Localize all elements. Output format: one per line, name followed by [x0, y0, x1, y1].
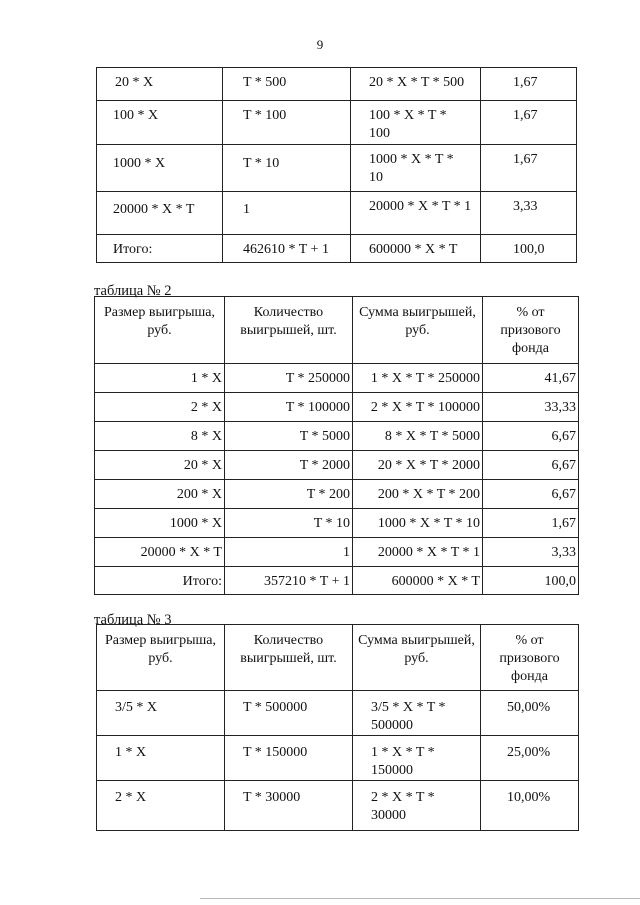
table-cell: 1,67: [483, 509, 579, 538]
table-cell: 1,67: [481, 101, 577, 145]
table-2-caption: таблица № 2: [94, 283, 172, 299]
table-1: [96, 67, 577, 263]
table-row: [95, 509, 579, 538]
table-cell: 357210 * T + 1: [225, 567, 353, 595]
table-cell: T * 10: [223, 145, 351, 192]
table-cell: 1000 * X: [97, 145, 223, 192]
table-cell: 20 * X: [97, 68, 223, 101]
table-row: [97, 736, 579, 781]
column-header: Количество выигрышей, шт.: [225, 297, 353, 364]
table-cell: 2 * X: [97, 781, 225, 831]
table-cell: 20 * X * T * 2000: [353, 451, 483, 480]
table-cell: 2 * X: [95, 393, 225, 422]
column-header: Размер выигрыша, руб.: [97, 625, 225, 691]
table-cell: T * 500000: [225, 691, 353, 736]
table-cell: 100 * X: [97, 101, 223, 145]
column-header: Количество выигрышей, шт.: [225, 625, 353, 691]
table-cell: 20 * X * T * 500: [351, 68, 481, 101]
page-edge-line: [200, 898, 640, 899]
table-cell: 6,67: [483, 422, 579, 451]
table-cell: 462610 * T + 1: [223, 235, 351, 263]
table-cell: T * 2000: [225, 451, 353, 480]
column-header: % от призового фонда: [481, 625, 579, 691]
table-cell: 3/5 * X: [97, 691, 225, 736]
table-row: [95, 393, 579, 422]
table-cell: 1: [225, 538, 353, 567]
table-cell: 8 * X: [95, 422, 225, 451]
page-number: 9: [316, 37, 324, 52]
table-cell: 1 * X * T * 150000: [353, 736, 481, 781]
table-cell: 8 * X * T * 5000: [353, 422, 483, 451]
table-cell: 1 * X * T * 250000: [353, 364, 483, 393]
table-row: [97, 691, 579, 736]
table-cell: 20000 * X * T * 1: [351, 192, 481, 235]
table-row: [95, 567, 579, 595]
table-row: [97, 192, 577, 235]
column-header: Сумма выигрышей, руб.: [353, 297, 483, 364]
table-header-row: [95, 297, 579, 364]
table-cell: 6,67: [483, 480, 579, 509]
table-cell: 2 * X * T * 100000: [353, 393, 483, 422]
table-cell: 600000 * X * T: [353, 567, 483, 595]
column-header: % от призового фонда: [483, 297, 579, 364]
table-cell: 20000 * X * T: [95, 538, 225, 567]
table-row: [95, 480, 579, 509]
table-cell: 1,67: [481, 145, 577, 192]
table-row: [97, 781, 579, 831]
table-cell: T * 250000: [225, 364, 353, 393]
table-2: [94, 296, 579, 595]
table-cell: 6,67: [483, 451, 579, 480]
table-row: [97, 68, 577, 101]
table-cell: 3/5 * X * T * 500000: [353, 691, 481, 736]
table-cell: 1000 * X: [95, 509, 225, 538]
table-cell: 1000 * X * T * 10: [351, 145, 481, 192]
table-cell: T * 5000: [225, 422, 353, 451]
table-cell: T * 100000: [225, 393, 353, 422]
table-3-caption: таблица № 3: [94, 612, 172, 628]
table-cell: 1,67: [481, 68, 577, 101]
table-cell: 100 * X * T * 100: [351, 101, 481, 145]
table-cell: 200 * X * T * 200: [353, 480, 483, 509]
table-cell: 20000 * X * T: [97, 192, 223, 235]
table-row: [95, 422, 579, 451]
table-cell: T * 100: [223, 101, 351, 145]
table-cell: 33,33: [483, 393, 579, 422]
table-cell: Итого:: [95, 567, 225, 595]
table-row: [97, 235, 577, 263]
column-header: Сумма выигрышей, руб.: [353, 625, 481, 691]
table-row: [95, 364, 579, 393]
table-cell: 600000 * X * T: [351, 235, 481, 263]
table-cell: 1: [223, 192, 351, 235]
table-cell: 100,0: [483, 567, 579, 595]
table-header-row: [97, 625, 579, 691]
table-cell: 1 * X: [97, 736, 225, 781]
table-cell: 100,0: [481, 235, 577, 263]
table-row: [95, 538, 579, 567]
table-cell: 200 * X: [95, 480, 225, 509]
table-cell: T * 200: [225, 480, 353, 509]
table-row: [97, 101, 577, 145]
table-cell: 10,00%: [481, 781, 579, 831]
table-row: [97, 145, 577, 192]
table-cell: 3,33: [481, 192, 577, 235]
table-cell: 20000 * X * T * 1: [353, 538, 483, 567]
table-cell: 20 * X: [95, 451, 225, 480]
table-cell: 1 * X: [95, 364, 225, 393]
table-cell: 41,67: [483, 364, 579, 393]
table-cell: T * 30000: [225, 781, 353, 831]
table-cell: 50,00%: [481, 691, 579, 736]
table-cell: T * 10: [225, 509, 353, 538]
table-3: [96, 624, 579, 831]
table-cell: 2 * X * T * 30000: [353, 781, 481, 831]
table-row: [95, 451, 579, 480]
table-cell: 3,33: [483, 538, 579, 567]
table-cell: Итого:: [97, 235, 223, 263]
table-cell: T * 150000: [225, 736, 353, 781]
table-cell: 1000 * X * T * 10: [353, 509, 483, 538]
table-cell: T * 500: [223, 68, 351, 101]
column-header: Размер выигрыша, руб.: [95, 297, 225, 364]
table-cell: 25,00%: [481, 736, 579, 781]
